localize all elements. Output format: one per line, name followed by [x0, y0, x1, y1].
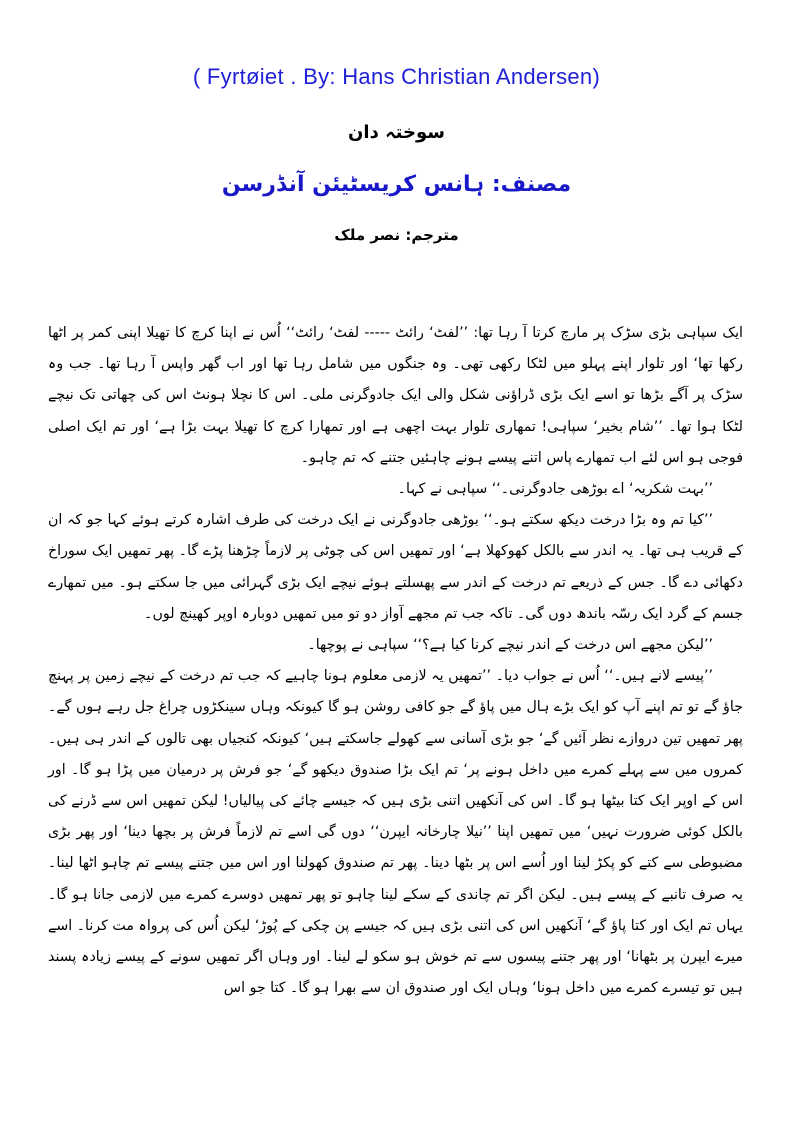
paragraph-3: ’’کیا تم وہ بڑا درخت دیکھ سکتے ہو۔‘‘ بوڑھی جادوگرنی نے ایک درخت کی طرف اشارہ کرتے ہوئے کہا جو کہ ان کے قریب ہی تھا۔ یہ اندر سے بالکل کھوکھلا ہے‘ اور تمھیں اس کی چوٹی پر لازماً چڑھنا پڑے گا۔ پھر تمھیں ایک سوراخ دکھائی دے گا۔ جس کے ذریعے تم درخت کے اندر سے پھسلتے ہوئے نیچے ایک بڑی گہرائی میں جا سکتے ہو۔ میں تمھارے جسم کے گرد ایک رسّہ باندھ دوں گی۔ تاکہ جب تم مجھے آواز دو تو میں تمھیں دوبارہ اوپر کھینچ لوں۔ — [48, 512, 743, 622]
paragraph-4: ’’لیکن مجھے اس درخت کے اندر نیچے کرنا کیا ہے؟‘‘ سپاہی نے پوچھا۔ — [307, 637, 713, 654]
paragraph-2: ’’بہت شکریہ‘ اے بوڑھی جادوگرنی۔‘‘ سپاہی نے کہا۔ — [397, 481, 713, 498]
author-line: مصنف: ہانس کریسٹیئن آنڈرسن — [221, 172, 572, 197]
urdu-title: سوختہ دان — [348, 122, 445, 143]
translator-line: مترجم: نصر ملک — [334, 226, 459, 244]
english-title: ( Fyrtøiet . By: Hans Christian Andersen) — [192, 64, 601, 89]
paragraph-1: ایک سپاہی بڑی سڑک پر مارچ کرتا آ رہا تھا: ’’لفٹ‘ رائٹ ----- لفٹ‘ رائٹ‘‘ اُس نے اپنا کرچ کا تھیلا اپنی کمر پر اٹھا رکھا تھا‘ اور تلوار اپنے پہلو میں لٹکا رکھی تھی۔ وہ جنگوں میں شامل رہا تھا اور اب گھر واپس آ رہا تھا۔ جب وہ سڑک پر آگے بڑھا تو اسے ایک بڑی ڈراؤنی شکل والی ایک جادوگرنی ملی۔ اس کا نچلا ہونٹ اس کی چھاتی تک نیچے لٹکا ہوا تھا۔ ’’شام بخیر‘ سپاہی! تمھاری تلوار بہت اچھی ہے اور تمھارا کرچ کا تھیلا بہت بڑا ہے‘ اور تم ایک اصلی فوجی ہو اس لئے اب تمھارے پاس اتنے پیسے ہونے چاہئیں جتنے کہ تم چاہو۔ — [48, 325, 743, 466]
story-body — [48, 318, 743, 1004]
paragraph-5: ’’پیسے لانے ہیں۔‘‘ اُس نے جواب دیا۔ ’’تمھیں یہ لازمی معلوم ہونا چاہیے کہ جب تم درخت کے نیچے زمین پر پہنچ جاؤ گے تو تم اپنے آپ کو ایک بڑے ہال میں پاؤ گے جو کافی روشن ہو گا کیونکہ وہاں سینکڑوں چراغ جل رہے ہوں گے۔ پھر تمھیں تین دروازے نظر آئیں گے‘ جو بڑی آسانی سے کھولے جاسکتے ہیں‘ کیونکہ کنجیاں بھی تالوں کے اندر ہی ہیں۔ کمروں میں سے پہلے کمرے میں داخل ہونے پر‘ تم ایک بڑا صندوق دیکھو گے‘ جو فرش پر درمیان میں پڑا ہو گا۔ اور اس کے اوپر ایک کتا بیٹھا ہو گا۔ اس کی آنکھیں اتنی بڑی ہیں کہ جیسے چائے کی پیالیاں! لیکن تمھیں اس سے ڈرنے کی بالکل کوئی ضرورت نہیں‘ میں تمھیں اپنا ’’نیلا چارخانہ ایپرن‘‘ دوں گی اسے تم لازماً فرش پر بچھا دینا‘ اور پھر بڑی مضبوطی سے کتے کو پکڑ لینا اور اُسے اس پر بٹھا دینا۔ پھر تم صندوق کھولنا اور اس میں جتنے پیسے تم چاہو اٹھا لینا۔ یہ صرف تانبے کے پیسے ہیں۔ لیکن اگر تم چاندی کے سکے لینا چاہو تو پھر تمھیں دوسرے کمرے میں لازمی جانا ہو گا۔ یہاں تم ایک اور کتا پاؤ گے‘ آنکھیں اس کی اتنی بڑی ہیں کہ جیسے پن چکی کے پُوڑ‘ لیکن اُس کی پرواہ مت کرنا۔ اسے میرے ایپرن پر بٹھانا‘ اور پھر جتنے پیسوں سے تم خوش ہو سکو لے لینا۔ اور وہاں اگر تمھیں سونے کے پیسے زیادہ پسند ہیں تو تیسرے کمرے میں داخل ہونا‘ وہاں ایک اور صندوق ان سے بھرا ہو گا۔ کتا جو اس — [48, 668, 743, 997]
